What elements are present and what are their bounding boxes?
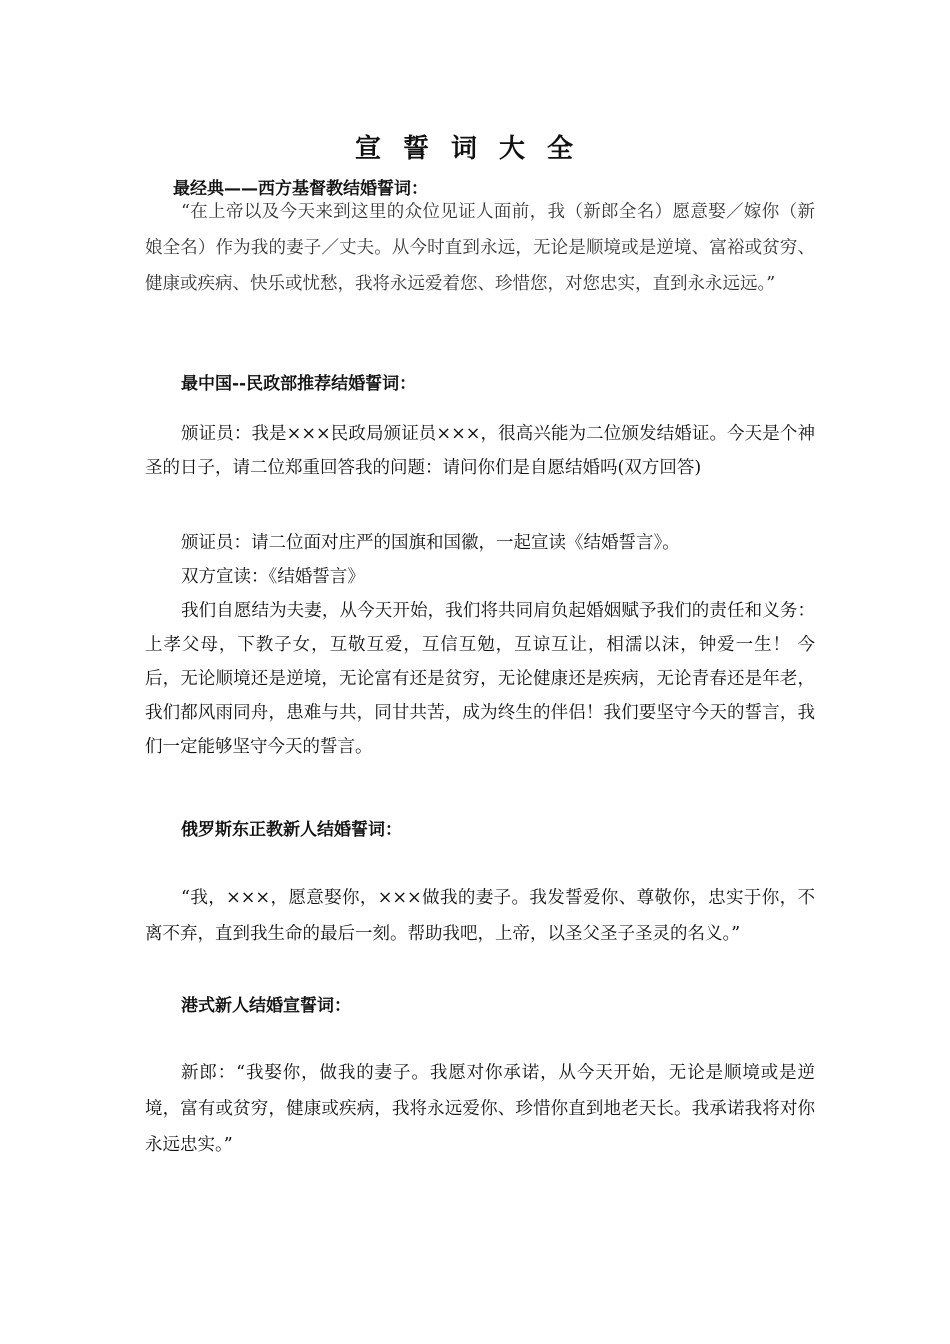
paragraph-groom-vow: 新郎：“我娶你，做我的妻子。我愿对你承诺，从今天开始，无论是顺境或是逆境，富有或贫穷，健康或疾病，我将永远爱你、珍惜你直到地老天长。我承诺我将对你永远忠实。” xyxy=(145,1063,815,1155)
paragraph-registrar-instruction: 颁证员：请二位面对庄严的国旗和国徽，一起宣读《结婚誓言》。 xyxy=(181,533,680,553)
section-heading-civil-affairs: 最中国--民政部推荐结婚誓词： xyxy=(181,374,417,394)
page-title: 宣誓词大全 xyxy=(354,134,595,164)
section-heading-western: 最经典——西方基督教结婚誓词： xyxy=(173,179,428,199)
section-heading-orthodox: 俄罗斯东正教新人结婚誓词： xyxy=(181,820,402,840)
section-heading-hongkong: 港式新人结婚宣誓词： xyxy=(181,996,351,1016)
paragraph-registrar-intro: 颁证员：我是×××民政局颁证员×××，很高兴能为二位颁发结婚证。今天是个神圣的日子，请二位郑重回答我的问题：请问你们是自愿结婚吗(双方回答) xyxy=(145,424,815,478)
paragraph-joint-reading: 双方宣读：《结婚誓言》 xyxy=(181,567,365,587)
paragraph-western-vow: “在上帝以及今天来到这里的众位见证人面前，我（新郎全名）愿意娶／嫁你（新娘全名）作为我的妻子／丈夫。从今时直到永远，无论是顺境或是逆境、富裕或贫穷、健康或疾病、快乐或忧愁，我将永远爱着您、珍惜您，对您忠实，直到永永远远。” xyxy=(145,202,815,294)
paragraph-marriage-oath: 我们自愿结为夫妻，从今天开始，我们将共同肩负起婚姻赋予我们的责任和义务：上孝父母，下教子女，互敬互爱，互信互勉，互谅互让，相濡以沫，钟爱一生！ 今后，无论顺境还是逆境，无论富有还是贫穷，无论健康还是疾病，无论青春还是年老，我们都风雨同舟，患难与共，同甘共苦，成为终生的伴侣！我们要坚守今天的誓言，我们一定能够坚守今天的誓言。 xyxy=(145,601,815,757)
paragraph-orthodox-vow: “我，×××，愿意娶你，×××做我的妻子。我发誓爱你、尊敬你，忠实于你，不离不弃，直到我生命的最后一刻。帮助我吧，上帝，以圣父圣子圣灵的名义。” xyxy=(145,888,815,944)
